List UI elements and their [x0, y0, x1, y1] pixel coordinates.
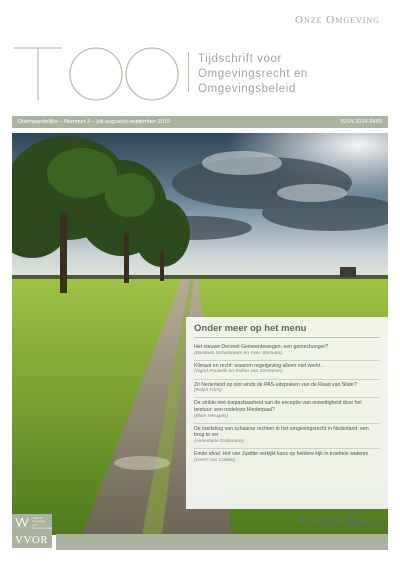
article-title: De toedeling van schaarse rechten in het omgevingsrecht in Nederland: een brug te ver	[194, 425, 369, 439]
list-item[interactable]	[194, 449, 380, 467]
journal-title-line-3: Omgevingsbeleid	[198, 83, 296, 95]
bottom-band	[56, 534, 388, 550]
publisher-logo: Vanden Broele	[299, 514, 386, 529]
menu-panel	[186, 317, 388, 509]
journal-title-line-1: Tijdschrift voor	[198, 53, 282, 65]
article-authors: (Geert Van Calster)	[194, 457, 236, 463]
issue-label: Driemaandelijks – Nummer 3 – juli-augustus-september 2019	[18, 119, 171, 125]
article-authors: (Annemarie Drahmann)	[194, 438, 245, 444]
vvor-association-name: Vlaamse Vereniging voor Omgevingsrecht	[32, 516, 53, 531]
vvor-wordmark: VVOR	[15, 534, 49, 546]
issn-label: ISSN 2034-8460	[340, 119, 382, 125]
too-logo	[12, 40, 180, 102]
article-title: Einde afval: Hof van Justitie verkijkt kans op heldere kijk in troebele wateren	[194, 451, 369, 458]
article-title: Het nieuwe Decreet Gemeentewegen: een gemechonger?	[194, 344, 329, 350]
brand-label: Onze Omgeving	[295, 14, 380, 26]
logo-divider	[188, 52, 189, 92]
issue-info-bar	[12, 116, 388, 128]
article-authors: (Sigrid Pouwels en Esther van Zimmeren)	[194, 369, 283, 375]
article-authors: (Elien Verugels)	[194, 413, 228, 419]
list-item[interactable]	[194, 398, 380, 423]
vvor-logo	[12, 514, 52, 548]
article-authors: (Ralph Frins)	[194, 388, 222, 394]
list-item[interactable]	[194, 361, 380, 380]
list-item[interactable]	[194, 342, 380, 361]
journal-title-line-2: Omgevingsrecht en	[198, 68, 308, 80]
list-item[interactable]	[194, 380, 380, 399]
article-title: De strikte niet-toepasbaarheid van de exceptie van onwettigheid door het bestuur: een nodeloze Hinderpaal?	[194, 400, 362, 413]
vvor-mark-icon	[15, 517, 29, 527]
journal-title	[198, 52, 388, 97]
list-item[interactable]	[194, 424, 380, 449]
menu-title: Onder meer op het menu	[194, 323, 380, 338]
article-title: Klimaat en recht: waarom regelgeving alleen niet werkt…	[194, 362, 326, 369]
article-title: Zit Nederland op slot sinds de PAS-uitspraken van de Raad van State?	[194, 381, 357, 388]
article-authors: (Bastiaan Schelstraete en Yves Stemans)	[194, 350, 283, 356]
